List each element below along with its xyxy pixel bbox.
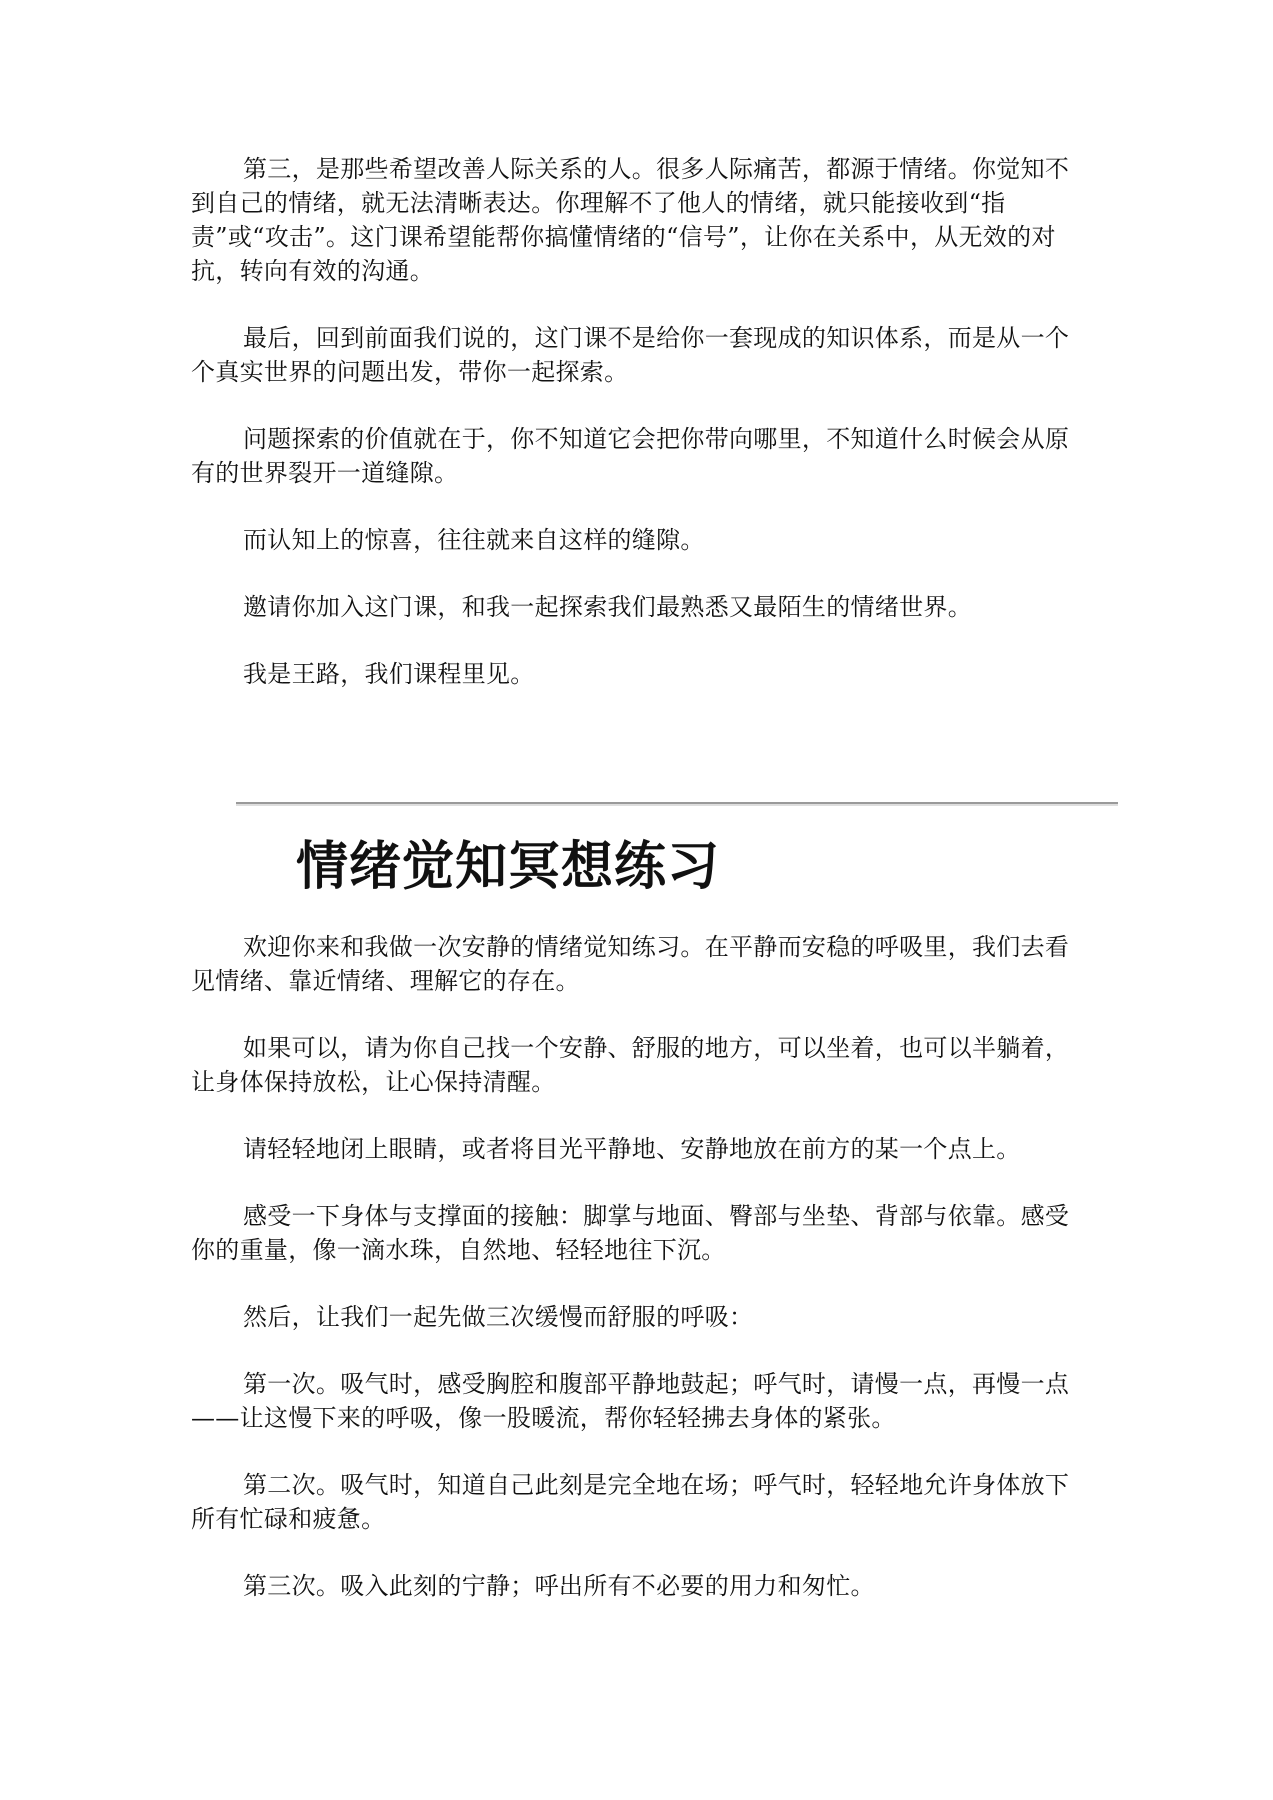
meditation-section [191, 930, 1079, 1636]
section-title: 情绪觉知冥想练习 [296, 837, 721, 897]
paragraph: 第三，是那些希望改善人际关系的人。很多人际痛苦，都源于情绪。你觉知不到自己的情绪，就无法清晰表达。你理解不了他人的情绪，就只能接收到“指责”或“攻击”。这门课希望能帮你搞懂情绪的“信号”，让你在关系中，从无效的对抗，转向有效的沟通。 [191, 155, 1070, 285]
paragraph: 请轻轻地闭上眼睛，或者将目光平静地、安静地放在前方的某一个点上。 [243, 1135, 1021, 1163]
paragraph: 如果可以，请为你自己找一个安静、舒服的地方，可以坐着，也可以半躺着，让身体保持放松，让心保持清醒。 [191, 1034, 1070, 1096]
paragraph: 问题探索的价值就在于，你不知道它会把你带向哪里，不知道什么时候会从原有的世界裂开一道缝隙。 [191, 425, 1070, 487]
paragraph: 第一次。吸气时，感受胸腔和腹部平静地鼓起；呼气时，请慢一点，再慢一点——让这慢下来的呼吸，像一股暖流，帮你轻轻拂去身体的紧张。 [191, 1370, 1070, 1432]
paragraph: 最后，回到前面我们说的，这门课不是给你一套现成的知识体系，而是从一个个真实世界的问题出发，带你一起探索。 [191, 324, 1070, 386]
paragraph: 第二次。吸气时，知道自己此刻是完全地在场；呼气时，轻轻地允许身体放下所有忙碌和疲惫。 [191, 1471, 1070, 1533]
paragraph: 邀请你加入这门课，和我一起探索我们最熟悉又最陌生的情绪世界。 [243, 593, 972, 621]
paragraph: 欢迎你来和我做一次安静的情绪觉知练习。在平静而安稳的呼吸里，我们去看见情绪、靠近情绪、理解它的存在。 [191, 933, 1070, 995]
intro-section [191, 152, 1079, 724]
section-divider [236, 802, 1118, 804]
paragraph: 感受一下身体与支撑面的接触：脚掌与地面、臀部与坐垫、背部与依靠。感受你的重量，像一滴水珠，自然地、轻轻地往下沉。 [191, 1202, 1070, 1264]
paragraph: 第三次。吸入此刻的宁静；呼出所有不必要的用力和匆忙。 [243, 1572, 875, 1600]
paragraph: 然后，让我们一起先做三次缓慢而舒服的呼吸： [243, 1303, 754, 1331]
paragraph: 而认知上的惊喜，往往就来自这样的缝隙。 [243, 526, 705, 554]
paragraph: 我是王路，我们课程里见。 [243, 660, 535, 688]
